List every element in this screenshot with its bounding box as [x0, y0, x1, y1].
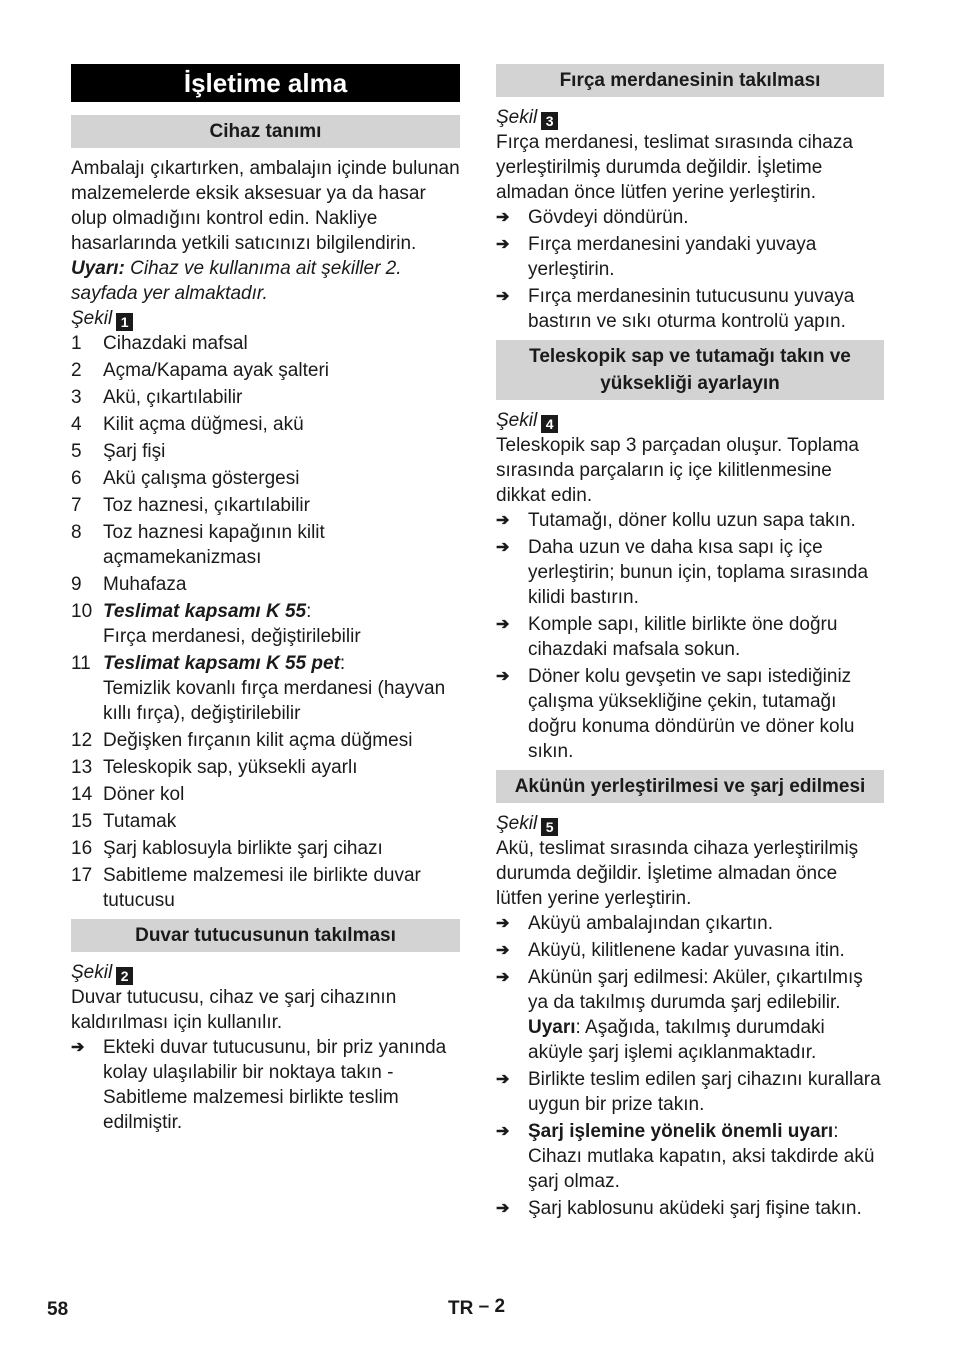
step-item — [496, 612, 884, 662]
item-text: Fırça merdanesi, değiştirilebilir — [103, 626, 361, 647]
list-item — [71, 466, 460, 491]
step-item — [496, 205, 884, 230]
language-code: TR — [448, 1298, 474, 1319]
item-text: Akü çalışma göstergesi — [103, 468, 300, 489]
item-text: Cihazdaki mafsal — [103, 333, 248, 354]
section-heading-telescopic: Teleskopik sap ve tutamağı takın ve yüksekliği ayarlayın — [496, 340, 884, 400]
list-item — [71, 728, 460, 753]
list-item — [71, 385, 460, 410]
item-colon: : — [306, 601, 312, 622]
step-bold-label: Şarj işlemine yönelik önemli uyarı — [528, 1121, 834, 1142]
item-text: Toz haznesi kapağının kilit açmamekanizması — [103, 522, 325, 568]
item-number: 2 — [71, 360, 82, 381]
item-number: 17 — [71, 865, 93, 886]
telescopic-paragraph: Teleskopik sap 3 parçadan oluşur. Toplama sırasında parçaların iç içe kilitlenmesine dikkat edin. — [496, 435, 859, 506]
section-heading-device: Cihaz tanımı — [71, 115, 460, 148]
figure-ref-2 — [71, 960, 460, 985]
step-item — [496, 965, 884, 1065]
step-text: Tutamağı, döner kollu uzun sapa takın. — [528, 510, 856, 531]
section-heading-battery: Akünün yerleştirilmesi ve şarj edilmesi — [496, 770, 884, 803]
item-number: 12 — [71, 730, 93, 751]
step-item — [496, 508, 884, 533]
step-text-part: : Aşağıda, takılmış durumdaki aküyle şarj işlemi açıklanmaktadır. — [528, 1017, 825, 1063]
step-text: Ekteki duvar tutucusunu, bir priz yanında kolay ulaşılabilir bir noktaya takın - Sabitleme malzemesi birlikte teslim edilmiştir. — [103, 1037, 447, 1133]
figure-ref-5 — [496, 811, 884, 836]
item-number: 14 — [71, 784, 93, 805]
item-number: 6 — [71, 468, 82, 489]
item-number: 11 — [71, 653, 91, 674]
left-column — [71, 64, 460, 1137]
arrow-icon: ➔ — [496, 1071, 510, 1088]
item-text: Sabitleme malzemesi ile birlikte duvar tutucusu — [103, 865, 421, 911]
arrow-icon: ➔ — [496, 942, 510, 959]
parts-list-continued — [71, 728, 460, 913]
item-text: Şarj kablosuyla birlikte şarj cihazı — [103, 838, 383, 859]
wall-paragraph: Duvar tutucusu, cihaz ve şarj cihazının kaldırılması için kullanılır. — [71, 987, 397, 1033]
step-text: Aküyü ambalajından çıkartın. — [528, 913, 774, 934]
step-item — [496, 938, 884, 963]
item-colon: : — [339, 653, 346, 674]
list-item — [71, 836, 460, 861]
figure-number-box: 4 — [541, 415, 558, 433]
step-text: Fırça merdanesini yandaki yuvaya yerleştirin. — [528, 234, 817, 280]
note-paragraph — [71, 256, 460, 306]
item-text: Şarj fişi — [103, 441, 166, 462]
step-text-part: : Cihazı mutlaka kapatın, aksi takdirde akü şarj olmaz. — [528, 1121, 875, 1192]
arrow-icon: ➔ — [496, 236, 510, 253]
item-text: Toz haznesi, çıkartılabilir — [103, 495, 310, 516]
item-body — [103, 599, 361, 649]
list-item — [71, 809, 460, 834]
item-bold-label: Teslimat kapsamı K 55 — [103, 601, 307, 622]
parts-list-special — [71, 599, 460, 726]
figure-number-box: 5 — [541, 818, 558, 836]
figure-label: Şekil — [71, 308, 113, 329]
figure-ref-3 — [496, 105, 884, 130]
figure-label: Şekil — [496, 107, 538, 128]
figure-number-box: 1 — [116, 313, 133, 331]
note-text: Cihaz ve kullanıma ait şekiller 2. sayfada yer almaktadır. — [71, 258, 402, 304]
sub-page-number: – 2 — [478, 1296, 506, 1317]
item-number: 13 — [71, 757, 93, 778]
list-item — [71, 863, 460, 913]
section-heading-brush: Fırça merdanesinin takılması — [496, 64, 884, 97]
item-text: Akü, çıkartılabilir — [103, 387, 243, 408]
item-text: Açma/Kapama ayak şalteri — [103, 360, 329, 381]
item-number: 10 — [71, 601, 93, 622]
intro-paragraph: Ambalajı çıkartırken, ambalajın içinde bulunan malzemelerde eksik aksesuar ya da hasar olup olmadığını kontrol edin. Nakliye hasarlarında yetkili satıcınızı bilgilendirin. — [71, 158, 460, 254]
item-text: Teleskopik sap, yüksekli ayarlı — [103, 757, 358, 778]
figure-ref-4 — [496, 408, 884, 433]
arrow-icon: ➔ — [496, 288, 510, 305]
list-item — [71, 358, 460, 383]
figure-number-box: 2 — [116, 967, 133, 985]
arrow-icon: ➔ — [71, 1039, 85, 1056]
item-text: Muhafaza — [103, 574, 187, 595]
list-item — [71, 651, 460, 726]
item-number: 15 — [71, 811, 93, 832]
brush-steps — [496, 205, 884, 334]
arrow-icon: ➔ — [496, 915, 510, 932]
item-number: 8 — [71, 522, 82, 543]
arrow-icon: ➔ — [496, 668, 510, 685]
list-item — [71, 599, 460, 649]
figure-number-box: 3 — [541, 112, 558, 130]
step-item — [71, 1035, 460, 1135]
page-number: 58 — [47, 1299, 69, 1320]
step-item — [496, 284, 884, 334]
step-text-part: Akünün şarj edilmesi: Aküler, çıkartılmış ya da takılmış durumda şarj edilebilir. — [528, 967, 863, 1013]
item-number: 9 — [71, 574, 82, 595]
arrow-icon: ➔ — [496, 969, 510, 986]
list-item — [71, 412, 460, 437]
item-bold-label: Teslimat kapsamı K 55 pet — [103, 653, 340, 674]
list-item — [71, 755, 460, 780]
item-number: 7 — [71, 495, 82, 516]
arrow-icon: ➔ — [496, 616, 510, 633]
item-text: Kilit açma düğmesi, akü — [103, 414, 304, 435]
step-text: Şarj kablosunu aküdeki şarj fişine takın. — [528, 1198, 862, 1219]
step-item — [496, 664, 884, 764]
item-number: 5 — [71, 441, 82, 462]
figure-ref-1 — [71, 306, 460, 331]
telescopic-steps — [496, 508, 884, 764]
battery-steps — [496, 911, 884, 1221]
figure-label: Şekil — [496, 410, 538, 431]
step-item — [496, 1196, 884, 1221]
section-heading-wall: Duvar tutucusunun takılması — [71, 919, 460, 952]
list-item — [71, 520, 460, 570]
item-text: Tutamak — [103, 811, 177, 832]
step-text: Gövdeyi döndürün. — [528, 207, 689, 228]
figure-label: Şekil — [496, 813, 538, 834]
parts-list — [71, 331, 460, 597]
wall-steps — [71, 1035, 460, 1135]
step-item — [496, 1067, 884, 1117]
step-text — [528, 965, 884, 1065]
list-item — [71, 439, 460, 464]
step-text: Fırça merdanesinin tutucusunu yuvaya bastırın ve sıkı oturma kontrolü yapın. — [528, 286, 855, 332]
list-item — [71, 493, 460, 518]
arrow-icon: ➔ — [496, 1200, 510, 1217]
step-item — [496, 911, 884, 936]
item-number: 1 — [71, 333, 82, 354]
item-body — [103, 651, 460, 726]
arrow-icon: ➔ — [496, 209, 510, 226]
list-item — [71, 572, 460, 597]
list-item — [71, 331, 460, 356]
step-item — [496, 232, 884, 282]
arrow-icon: ➔ — [496, 512, 510, 529]
item-text: Temizlik kovanlı fırça merdanesi (hayvan kıllı fırça), değiştirilebilir — [103, 678, 446, 724]
item-number: 3 — [71, 387, 82, 408]
right-column — [496, 64, 884, 1223]
battery-paragraph: Akü, teslimat sırasında cihaza yerleştirilmiş durumda değildir. İşletime almadan önce lütfen yerine yerleştirin. — [496, 838, 859, 909]
step-text: Aküyü, kilitlenene kadar yuvasına itin. — [528, 940, 845, 961]
arrow-icon: ➔ — [496, 539, 510, 556]
item-number: 16 — [71, 838, 93, 859]
footer-language — [448, 1296, 505, 1321]
arrow-icon: ➔ — [496, 1123, 510, 1140]
list-item — [71, 782, 460, 807]
item-text: Döner kol — [103, 784, 185, 805]
step-item — [496, 535, 884, 610]
step-text: Birlikte teslim edilen şarj cihazını kurallara uygun bir prize takın. — [528, 1069, 881, 1115]
item-number: 4 — [71, 414, 82, 435]
item-text: Değişken fırçanın kilit açma düğmesi — [103, 730, 413, 751]
step-item — [496, 1119, 884, 1194]
brush-paragraph: Fırça merdanesi, teslimat sırasında cihaza yerleştirilmiş durumda değildir. İşletime almadan önce lütfen yerine yerleştirin. — [496, 132, 853, 203]
figure-label: Şekil — [71, 962, 113, 983]
step-bold-label: Uyarı — [528, 1017, 576, 1038]
step-text: Komple sapı, kilitle birlikte öne doğru cihazdaki mafsala sokun. — [528, 614, 838, 660]
step-text — [528, 1119, 884, 1194]
note-label: Uyarı: — [71, 258, 125, 279]
step-text: Döner kolu gevşetin ve sapı istediğiniz çalışma yüksekliğine çekin, tutamağı doğru konuma döndürün ve döner kolu sıkın. — [528, 666, 855, 762]
step-text: Daha uzun ve daha kısa sapı iç içe yerleştirin; bunun için, toplama sırasında kilidi bastırın. — [528, 537, 869, 608]
main-title: İşletime alma — [71, 64, 460, 102]
